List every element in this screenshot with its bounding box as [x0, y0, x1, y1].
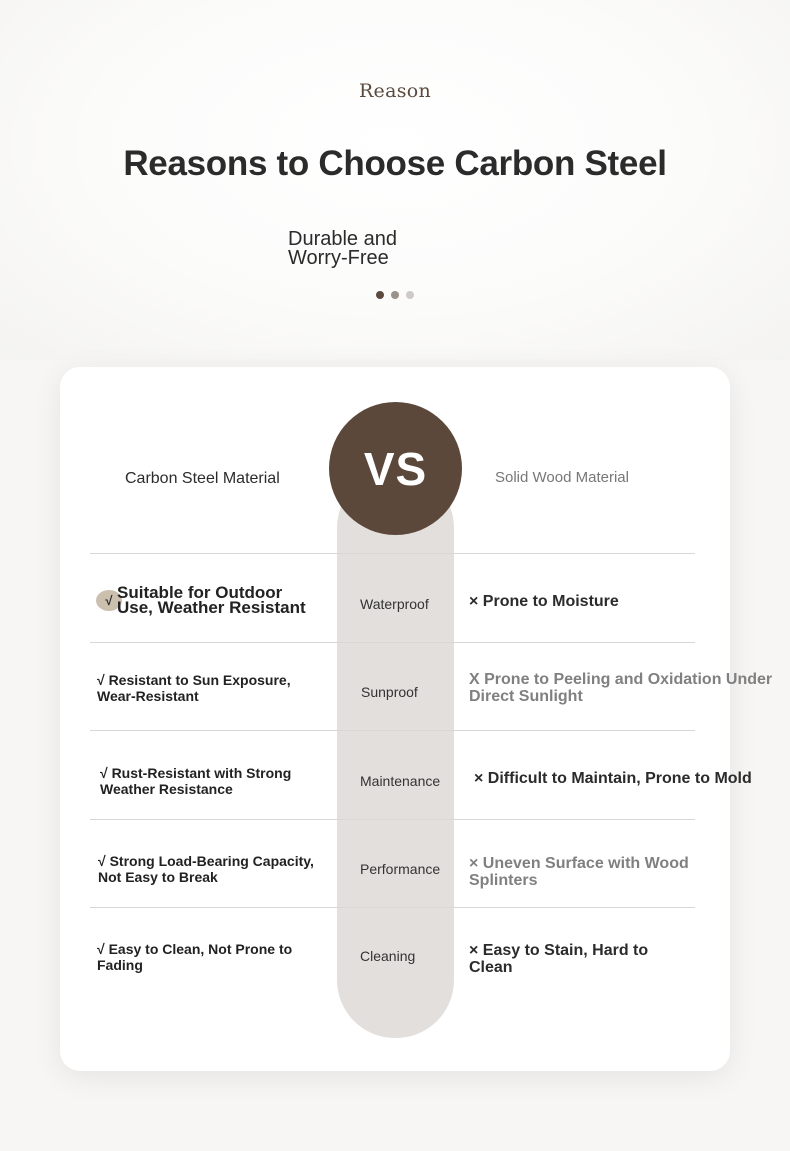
right-cell-line-1: × Difficult to Maintain, Prone to Mold: [474, 770, 752, 787]
row-divider: [90, 642, 695, 643]
left-cell-performance: [98, 853, 314, 885]
right-cell-line-2: Direct Sunlight: [469, 688, 583, 705]
left-cell-sunproof: [97, 672, 291, 704]
section-eyebrow: Reason: [358, 80, 432, 102]
right-cell-maintenance: [474, 770, 784, 787]
right-cell-line-1: × Uneven Surface with Wood: [469, 855, 689, 872]
feature-label-cleaning: Cleaning: [360, 948, 416, 964]
left-column-header: Carbon Steel Material: [125, 470, 280, 487]
feature-label-waterproof: Waterproof: [360, 596, 429, 612]
left-cell-line-1: √ Easy to Clean, Not Prone to: [97, 941, 293, 957]
feature-label-sunproof: Sunproof: [361, 684, 418, 700]
pagination-dot-1[interactable]: [376, 291, 384, 299]
subtitle-line-2: Worry-Free: [288, 247, 389, 269]
left-cell-line-1: Suitable for Outdoor: [117, 583, 283, 602]
left-cell-line-2: Wear-Resistant: [97, 688, 199, 704]
right-cell-line-1: × Easy to Stain, Hard to: [469, 942, 649, 959]
feature-label-performance: Performance: [360, 861, 441, 877]
pagination-dot-2[interactable]: [391, 291, 399, 299]
left-cell-line-1: √ Strong Load-Bearing Capacity,: [98, 853, 314, 869]
left-cell-line-1: √ Rust-Resistant with Strong: [100, 765, 292, 781]
left-cell-cleaning: [97, 941, 292, 973]
feature-label-maintenance: Maintenance: [360, 773, 441, 789]
right-cell-line-1: X Prone to Peeling and Oxidation Under: [469, 671, 773, 688]
row-divider: [90, 553, 695, 554]
carousel-subtitle: [288, 230, 488, 268]
left-cell-waterproof: [117, 585, 306, 615]
subtitle-line-1: Durable and: [288, 228, 397, 250]
left-cell-line-2: Not Easy to Break: [98, 869, 218, 885]
right-cell-cleaning: [469, 942, 648, 976]
right-cell-performance: [469, 855, 689, 889]
check-badge-icon: √: [96, 590, 122, 611]
pagination-dot-3[interactable]: [406, 291, 414, 299]
row-divider: [90, 819, 695, 820]
right-column-header: Solid Wood Material: [495, 469, 629, 486]
right-cell-line-2: Splinters: [469, 872, 538, 889]
right-cell-sunproof: [469, 671, 787, 705]
vs-badge: VS: [329, 402, 462, 535]
page-title: Reasons to Choose Carbon Steel: [123, 144, 667, 183]
left-cell-line-2: Weather Resistance: [100, 781, 233, 797]
right-cell-line-1: × Prone to Moisture: [469, 593, 619, 610]
left-cell-maintenance: [100, 765, 291, 797]
row-divider: [90, 730, 695, 731]
left-cell-line-2: Fading: [97, 957, 143, 973]
right-cell-waterproof: [469, 593, 619, 610]
left-cell-line-1: √ Resistant to Sun Exposure,: [97, 672, 291, 688]
carousel-pagination: [376, 291, 414, 299]
right-cell-line-2: Clean: [469, 959, 513, 976]
left-cell-line-2: Use, Weather Resistant: [117, 598, 306, 617]
row-divider: [90, 907, 695, 908]
